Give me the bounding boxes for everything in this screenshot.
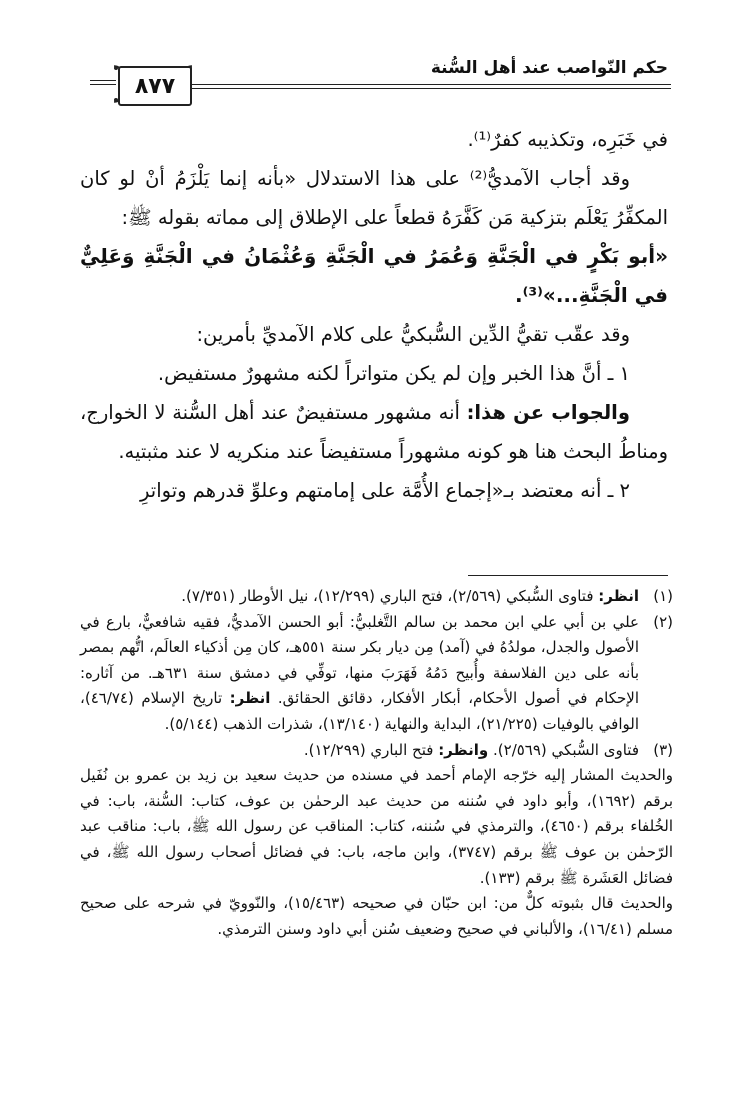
paragraph: [80, 393, 668, 471]
answer-label: والجواب عن هذا:: [466, 401, 630, 424]
footnote: [80, 584, 673, 610]
paragraph: في خَبَرِه، وتكذيبه كفرٌ⁽¹⁾.: [467, 128, 668, 151]
hadith-quote: «أبو بَكْرٍ في الْجَنَّةِ وَعُمَرُ في الْجَنَّةِ وَعُثْمَانُ في الْجَنَّةِ وَعَلِيٌّ في الْجَنَّةِ...»⁽³⁾.: [80, 244, 668, 307]
main-text: [80, 120, 668, 510]
footnote: [80, 738, 673, 764]
list-item: ٢ ـ أنه معتضد بـ«إجماع الأُمَّة على إمامتهم وعلوِّ قدرهم وتواترِ: [140, 479, 630, 502]
footnote-body: علي بن أبي علي ابن محمد بن سالم التَّغلبيُّ: أبو الحسن الآمديُّ، فقيه شافعيٌّ، بارع في الأصول والجدل، مولدُهُ في (آمد) مِن ديار بكر سنة ٥٥١هـ، كان مِن أذكياء العالَم، اتُّهم بمصر بأنه على دين الفلاسفة وأُبيح دَمُهُ فَهَرَبَ منها، توفِّي في دمشق سنة ٦٣١هـ. من آثاره: الإحكام في أصول الأحكام، أبكار الأفكار، دقائق الحقائق. انظر: تاريخ الإسلام (٤٦/٧٤)، الوافي بالوفيات (٢١/٢٢٥)، البداية والنهاية (١٣/١٤٠)، شذرات الذهب (٥/١٤٤).: [80, 612, 639, 733]
answer-text: أنه مشهور مستفيضٌ عند أهل السُّنة لا الخوارج، ومناطُ البحث هنا هو كونه مشهوراً مستفيضاً عند منكريه لا عند مثبتيه.: [80, 401, 668, 463]
paragraph: وقد أجاب الآمديُّ⁽²⁾ على هذا الاستدلال «بأنه إنما يَلْزَمُ أنْ لو كان المكفِّرُ يَعْلَم بتزكية مَن كَفَّرَهُ قطعاً على الإطلاق إلى مماته بقوله ﷺ:: [80, 167, 668, 229]
paragraph: وقد عقّب تقيُّ الدِّين السُّبكيُّ على كلام الآمديِّ بأمرين:: [196, 323, 630, 346]
running-title: حكم النّواصب عند أهل السُّنة: [430, 58, 668, 78]
footnote-number: (٣): [653, 740, 673, 759]
footnotes: [80, 584, 673, 942]
page-number: ٨٧٧: [118, 66, 192, 106]
footnote-separator: [468, 575, 668, 576]
footnote-number: (١): [653, 587, 673, 605]
footnote: [80, 610, 673, 738]
footnote-body: فتاوى السُّبكي (٢/٥٦٩). وانظر: فتح الباري (١٢/٢٩٩).: [303, 740, 639, 759]
page-header: [0, 0, 753, 110]
list-item: ١ ـ أنَّ هذا الخبر وإن لم يكن متواتراً لكنه مشهورٌ مستفيض.: [157, 362, 630, 385]
footnote-body: انظر: فتاوى السُّبكي (٢/٥٦٩)، فتح الباري (١٢/٢٩٩)، نيل الأوطار (٧/٣٥١).: [181, 587, 639, 605]
footnote-continuation: والحديث قال بثبوته كلٌّ من: ابن حبّان في صحيحه (١٥/٤٦٣)، والنّوويّ في شرحه على صحيح مسلم (١٦/٤١)، والألباني في صحيح وضعيف سُنن أبي داود وسنن الترمذي.: [80, 894, 673, 938]
footnote-continuation: والحديث المشار إليه خرّجه الإمام أحمد في مسنده من حديث سعيد بن زيد بن عمرو بن نُفَيل برقم (١٦٩٢)، وأبو داود في سُننه من حديث عبد الرحمٰن بن عوف، كتاب: السُّنة، باب: في الخُلفاء برقم (٤٦٥٠)، والترمذي في سُننه، كتاب: المناقب عن رسول الله ﷺ، باب: مناقب عبد الرّحمٰن بن عوف ﷺ برقم (٣٧٤٧)، وابن ماجه، باب: في فضائل أصحاب رسول الله ﷺ، في فضائل العَشَرة ﷺ برقم (١٣٣).: [80, 766, 673, 887]
header-rule-secondary: [190, 88, 671, 89]
footnote-number: (٢): [653, 612, 673, 631]
header-rule: [190, 84, 671, 85]
